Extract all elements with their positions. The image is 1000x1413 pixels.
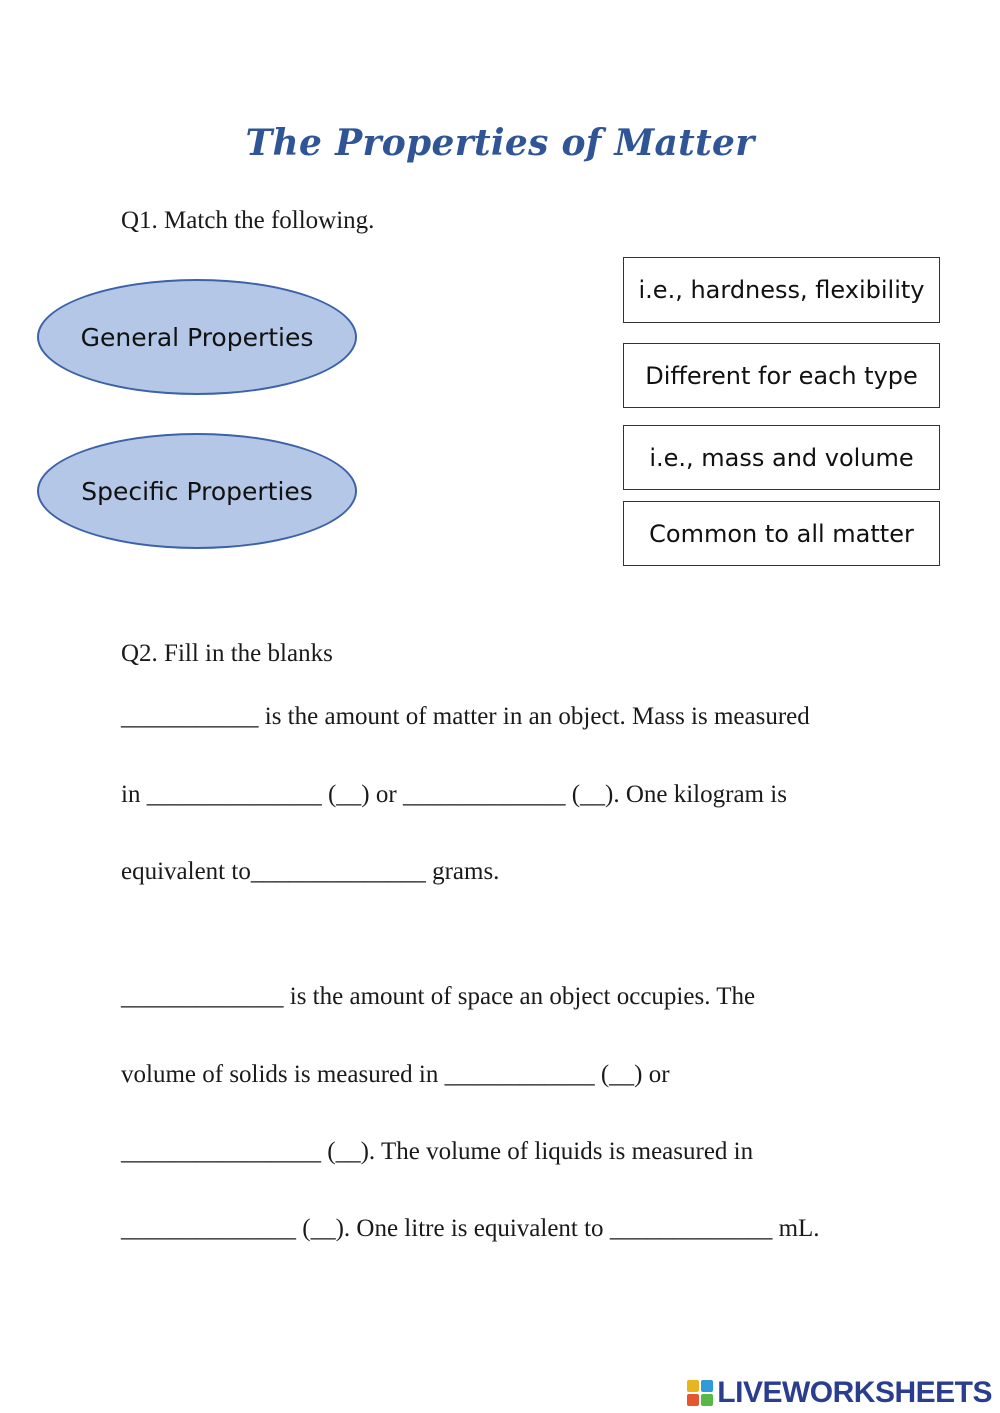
fill-text: ( xyxy=(296,1215,311,1242)
blank-solid-unit-1[interactable]: ____________ xyxy=(444,1061,595,1088)
liveworksheets-logo-icon xyxy=(687,1380,713,1406)
match-box-different-each-type[interactable]: Different for each type xyxy=(623,343,940,408)
match-box-mass-volume[interactable]: i.e., mass and volume xyxy=(623,425,940,490)
fill-text: is the amount of matter in an object. Mass is measured xyxy=(258,703,810,730)
fill-text: ). One litre is equivalent to xyxy=(335,1215,610,1242)
liveworksheets-logo-text: LIVEWORKSHEETS xyxy=(717,1376,992,1409)
fill-text: ( xyxy=(565,781,581,808)
fill-text: equivalent to xyxy=(121,858,251,885)
blank-ml[interactable]: _____________ xyxy=(609,1215,773,1242)
fill-line-1 xyxy=(121,702,810,732)
match-box-hardness-flexibility[interactable]: i.e., hardness, flexibility xyxy=(623,257,940,323)
blank-solid-unit-2[interactable]: ________________ xyxy=(121,1138,321,1165)
blank-solid-unit-1-abbrev[interactable]: __ xyxy=(609,1061,635,1088)
fill-line-2 xyxy=(121,780,787,810)
q2-heading: Q2. Fill in the blanks xyxy=(121,640,333,667)
blank-liquid-unit-abbrev[interactable]: __ xyxy=(310,1215,336,1242)
fill-line-5 xyxy=(121,1060,670,1090)
oval-specific-properties[interactable]: Specific Properties xyxy=(37,433,357,549)
blank-mass-unit-2-abbrev[interactable]: __ xyxy=(580,781,606,808)
blank-liquid-unit[interactable]: ______________ xyxy=(121,1215,296,1242)
fill-text: in xyxy=(121,781,147,808)
fill-text: volume of solids is measured in xyxy=(121,1061,445,1088)
worksheet-title: The Properties of Matter xyxy=(245,122,755,164)
fill-line-6 xyxy=(121,1137,753,1167)
fill-text: ). One kilogram is xyxy=(605,781,787,808)
blank-mass-unit-1[interactable]: ______________ xyxy=(146,781,322,808)
blank-grams[interactable]: ______________ xyxy=(250,858,426,885)
fill-text: ( xyxy=(321,1138,336,1165)
blank-volume[interactable]: _____________ xyxy=(121,983,284,1010)
fill-text: ). The volume of liquids is measured in xyxy=(360,1138,754,1165)
fill-text: ( xyxy=(321,781,337,808)
oval-general-properties[interactable]: General Properties xyxy=(37,279,357,395)
blank-mass[interactable]: ___________ xyxy=(121,703,259,730)
match-box-common-all-matter[interactable]: Common to all matter xyxy=(623,501,940,566)
liveworksheets-logo xyxy=(687,1376,992,1410)
logo-square xyxy=(701,1394,713,1406)
fill-line-7 xyxy=(121,1214,820,1244)
fill-text: is the amount of space an object occupies. The xyxy=(283,983,756,1010)
logo-square xyxy=(687,1380,699,1392)
fill-text: mL. xyxy=(772,1215,820,1242)
fill-line-4 xyxy=(121,982,755,1012)
fill-line-3 xyxy=(121,857,499,887)
fill-text: ) or xyxy=(361,781,403,808)
blank-mass-unit-1-abbrev[interactable]: __ xyxy=(336,781,362,808)
q1-heading: Q1. Match the following. xyxy=(121,207,375,234)
fill-text: ( xyxy=(594,1061,610,1088)
fill-text: ) or xyxy=(634,1061,670,1088)
logo-square xyxy=(701,1380,713,1392)
blank-solid-unit-2-abbrev[interactable]: __ xyxy=(335,1138,361,1165)
blank-mass-unit-2[interactable]: _____________ xyxy=(402,781,566,808)
fill-text: grams. xyxy=(425,858,500,885)
logo-square xyxy=(687,1394,699,1406)
